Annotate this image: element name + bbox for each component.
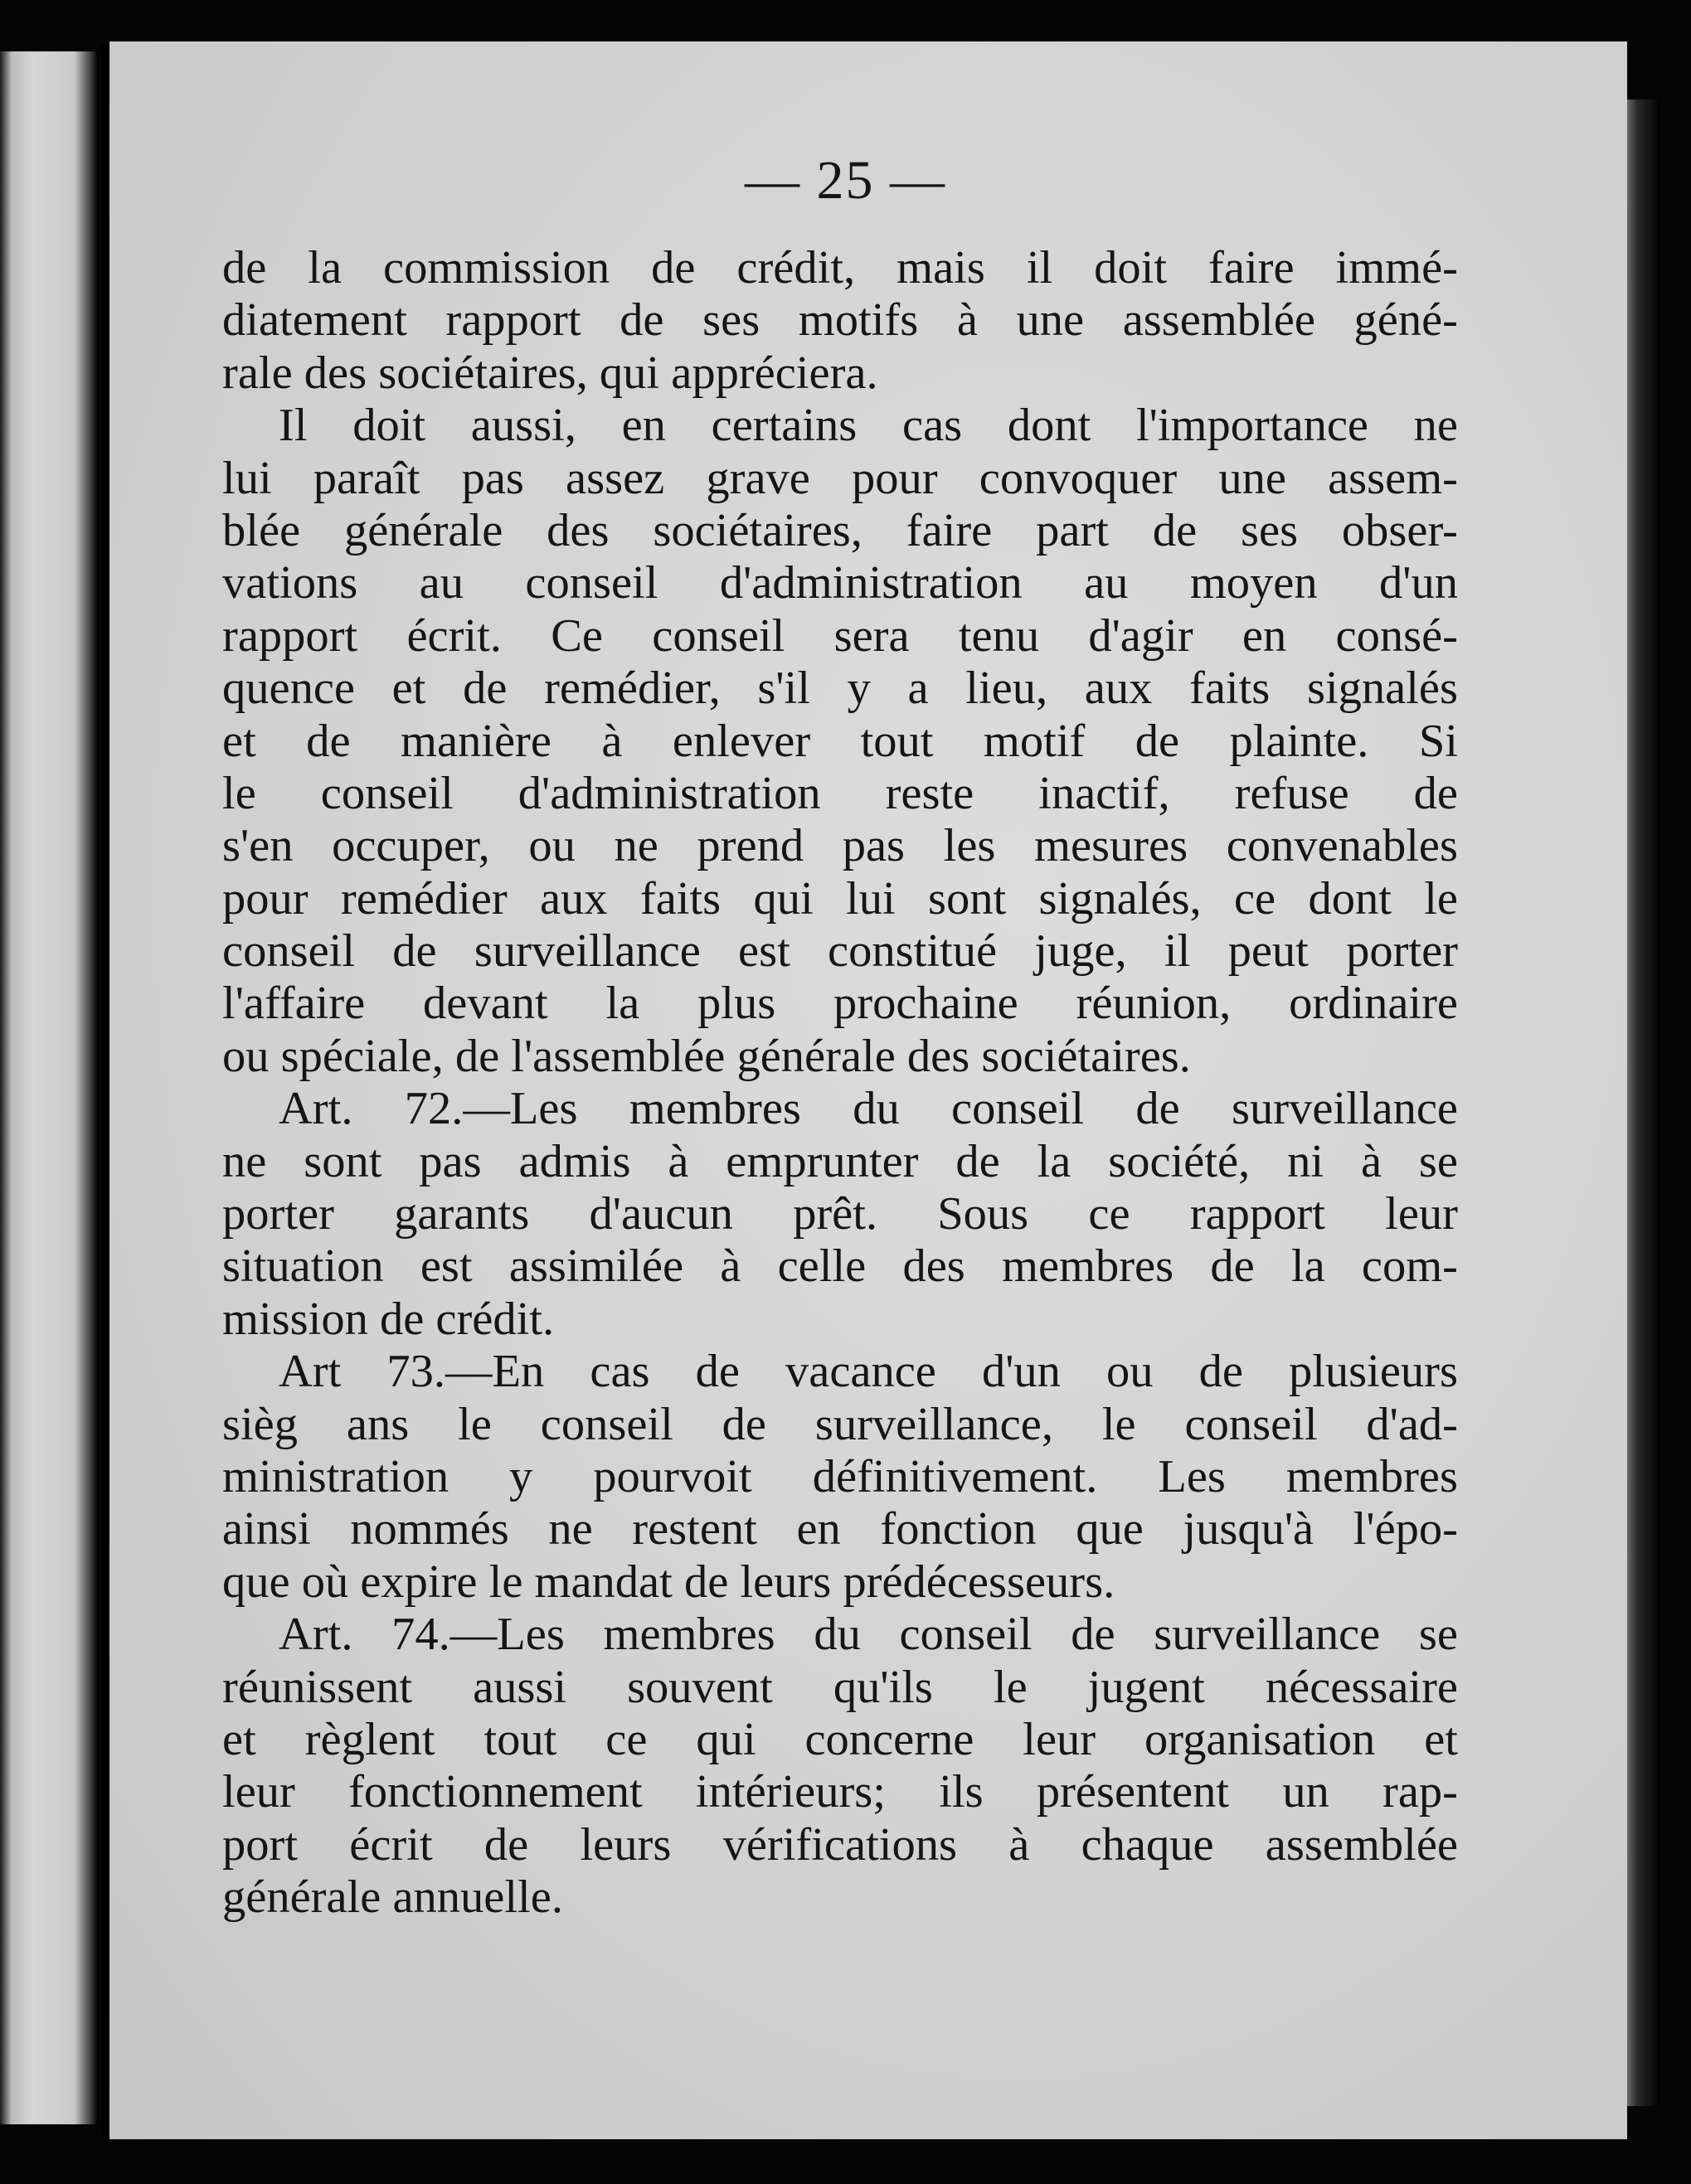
page-number: — 25 —	[745, 150, 946, 211]
text-line: et de manière à enlever tout motif de plainte. Si	[222, 715, 1458, 767]
text-line: ou spéciale, de l'assemblée générale des sociétaires.	[222, 1030, 1191, 1082]
text-line: rale des sociétaires, qui appréciera.	[222, 347, 878, 399]
text-line: générale annuelle.	[222, 1871, 563, 1924]
text-line: rapport écrit. Ce conseil sera tenu d'agir en consé-	[222, 609, 1458, 662]
text-line: le conseil d'administration reste inactif, refuse de	[222, 767, 1458, 819]
page-body-text	[222, 242, 1458, 1924]
text-line: ainsi nommés ne restent en fonction que jusqu'à l'épo-	[222, 1503, 1458, 1555]
text-line: s'en occuper, ou ne prend pas les mesures convenables	[222, 820, 1458, 872]
page-right-edge	[1627, 99, 1660, 2106]
text-line: leur fonctionnement intérieurs; ils présentent un rap-	[222, 1766, 1458, 1818]
text-line: diatement rapport de ses motifs à une assemblée géné-	[222, 294, 1458, 347]
text-line: ne sont pas admis à emprunter de la société, ni à se	[222, 1135, 1458, 1187]
text-line: porter garants d'aucun prêt. Sous ce rapport leur	[222, 1188, 1458, 1240]
text-line: blée générale des sociétaires, faire part de ses obser-	[222, 504, 1458, 556]
paragraph-start-line: Il doit aussi, en certains cas dont l'importance ne	[279, 400, 1458, 452]
text-line: port écrit de leurs vérifications à chaque assemblée	[222, 1818, 1458, 1871]
text-line: sièg ans le conseil de surveillance, le conseil d'ad-	[222, 1398, 1458, 1450]
text-line: et règlent tout ce qui concerne leur organisation et	[222, 1713, 1458, 1765]
text-line: ministration y pourvoit définitivement. Les membres	[222, 1450, 1458, 1502]
text-line: situation est assimilée à celle des membres de la com-	[222, 1240, 1458, 1293]
text-line: conseil de surveillance est constitué juge, il peut porter	[222, 925, 1458, 978]
text-line: que où expire le mandat de leurs prédécesseurs.	[222, 1555, 1115, 1608]
text-line: lui paraît pas assez grave pour convoquer une assem-	[222, 452, 1458, 504]
book-gutter	[101, 46, 109, 2135]
text-line: quence et de remédier, s'il y a lieu, aux faits signalés	[222, 662, 1458, 715]
text-line: mission de crédit.	[222, 1293, 555, 1345]
article-74-start-line: Art. 74.—Les membres du conseil de surveillance se	[279, 1609, 1458, 1661]
article-73-start-line: Art 73.—En cas de vacance d'un ou de plusieurs	[279, 1346, 1458, 1398]
previous-page-edge	[0, 51, 98, 2124]
text-line: réunissent aussi souvent qu'ils le jugent nécessaire	[222, 1661, 1458, 1713]
article-72-start-line: Art. 72.—Les membres du conseil de surveillance	[279, 1083, 1458, 1135]
text-line: de la commission de crédit, mais il doit faire immé-	[222, 242, 1458, 294]
text-line: pour remédier aux faits qui lui sont signalés, ce dont le	[222, 872, 1458, 925]
text-line: vations au conseil d'administration au moyen d'un	[222, 557, 1458, 609]
text-line: l'affaire devant la plus prochaine réunion, ordinaire	[222, 978, 1458, 1030]
